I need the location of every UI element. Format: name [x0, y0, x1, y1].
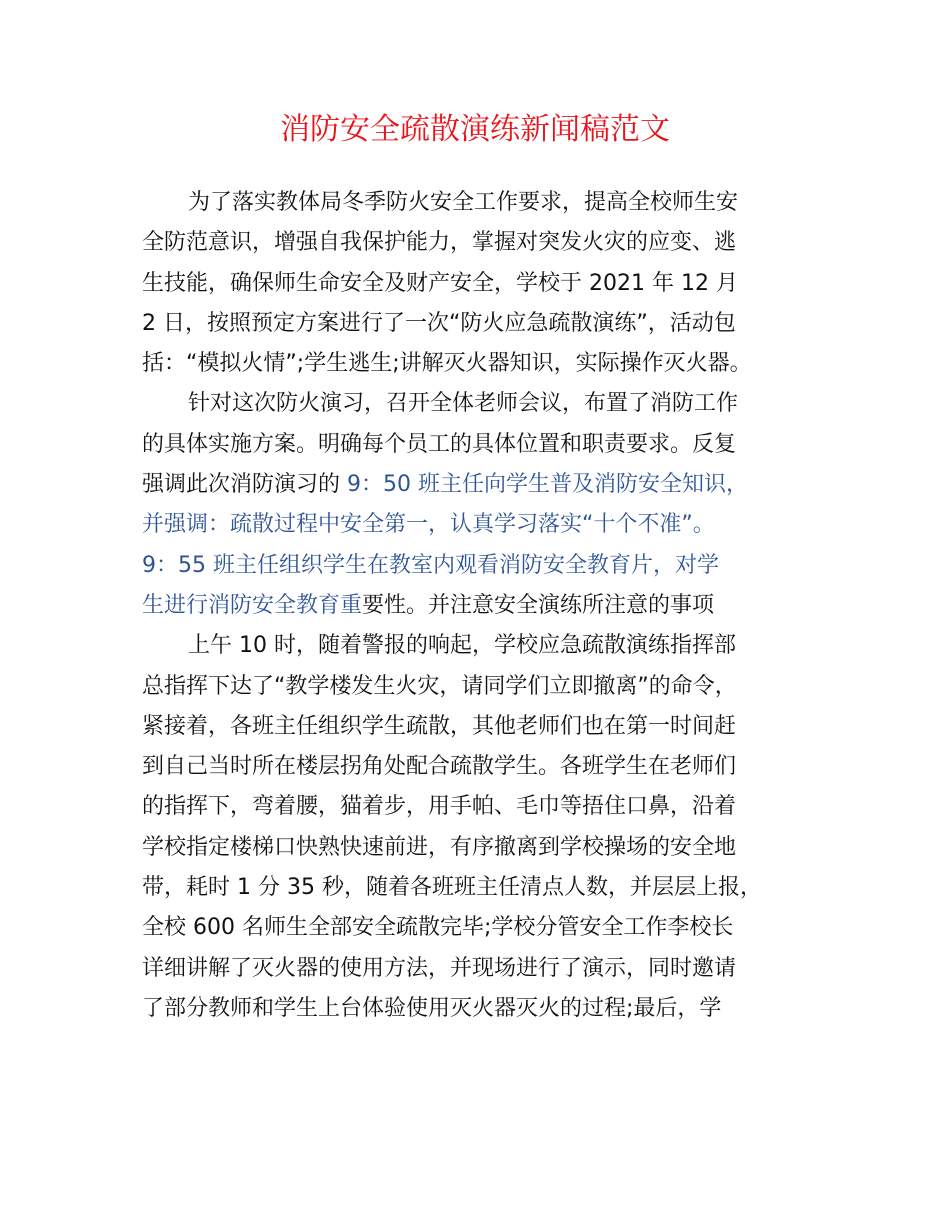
text-segment: 学校指定楼梯口快熟快速前进，有序撤离到学校操场的安全地 — [142, 834, 737, 860]
text-segment: 紧接着，各班主任组织学生疏散，其他老师们也在第一时间赶 — [142, 713, 737, 739]
text-line — [142, 546, 832, 586]
document-title: 消防安全疏散演练新闻稿范文 — [280, 112, 670, 147]
text-segment: 针对这次防火演习，召开全体老师会议，布置了消防工作 — [188, 391, 739, 417]
highlighted-text: 生进行消防安全教育重 — [142, 592, 363, 618]
text-line — [142, 626, 832, 666]
text-line — [142, 989, 832, 1029]
text-segment: 的指挥下，弯着腰，猫着步，用手帕、毛巾等捂住口鼻，沿着 — [142, 794, 737, 820]
highlighted-text: 9：50 班主任向学生普及消防安全知识， — [347, 472, 748, 498]
document-body — [142, 183, 832, 1029]
text-line — [142, 344, 832, 384]
text-segment: 为了落实教体局冬季防火安全工作要求，提高全校师生安 — [188, 190, 739, 215]
highlighted-text: 并强调：疏散过程中安全第一，认真学习落实“十个不准”。 — [142, 512, 715, 538]
text-line — [142, 868, 832, 908]
text-line — [142, 304, 832, 344]
text-segment: 了部分教师和学生上台体验使用灭火器灭火的过程;最后，学 — [142, 995, 722, 1021]
highlighted-text: 9：55 班主任组织学生在教室内观看消防安全教育片，对学 — [142, 552, 719, 578]
text-line — [142, 707, 832, 747]
text-segment: 生技能，确保师生命安全及财产安全，学校于 2021 年 12 月 — [142, 270, 738, 296]
text-line — [142, 586, 832, 626]
text-line — [142, 505, 832, 545]
text-segment: 全防范意识，增强自我保护能力，掌握对突发火灾的应变、逃 — [142, 230, 737, 256]
text-line — [142, 223, 832, 263]
text-segment: 括：“模拟火情”;学生逃生;讲解灭火器知识，实际操作灭火器。 — [142, 351, 752, 377]
text-line — [142, 384, 832, 424]
text-line — [142, 787, 832, 827]
text-segment: 总指挥下达了“教学楼发生火灾，请同学们立即撤离”的命令， — [142, 673, 737, 699]
text-segment: 全校 600 名师生全部安全疏散完毕;学校分管安全工作李校长 — [142, 915, 734, 941]
text-segment: 到自己当时所在楼层拐角处配合疏散学生。各班学生在老师们 — [142, 754, 737, 780]
text-segment: 要性。并注意安全演练所注意的事项 — [362, 592, 715, 618]
text-line — [142, 425, 832, 465]
text-line — [142, 747, 832, 787]
text-segment: 带，耗时 1 分 35 秒，随着各班班主任清点人数，并层层上报， — [142, 875, 762, 901]
text-line — [142, 465, 832, 505]
text-segment: 的具体实施方案。明确每个员工的具体位置和职责要求。反复 — [142, 431, 737, 457]
text-line — [142, 828, 832, 868]
text-line — [142, 667, 832, 707]
text-segment: 上午 10 时，随着警报的响起，学校应急疏散演练指挥部 — [188, 633, 736, 659]
text-segment: 详细讲解了灭火器的使用方法，并现场进行了演示，同时邀请 — [142, 955, 737, 981]
text-line — [142, 908, 832, 948]
text-segment: 强调此次消防演习的 — [142, 472, 347, 498]
text-segment: 2 日，按照预定方案进行了一次“防火应急疏散演练”，活动包 — [142, 310, 736, 336]
text-line — [142, 183, 832, 223]
text-line — [142, 264, 832, 304]
text-line — [142, 949, 832, 989]
